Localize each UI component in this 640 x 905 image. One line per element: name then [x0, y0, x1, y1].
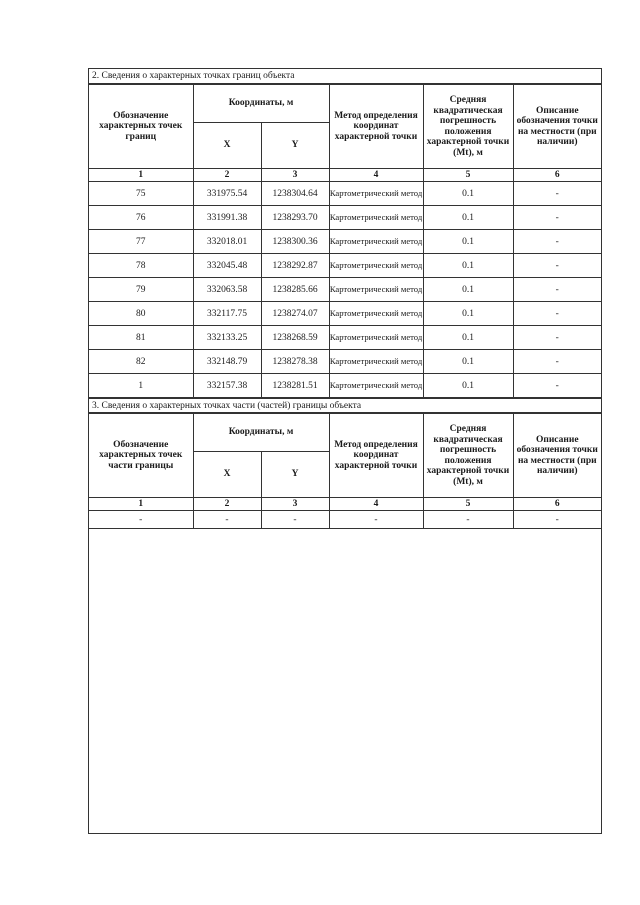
section-3-table: [89, 413, 601, 529]
error-cell: 0.1: [423, 302, 513, 326]
error-cell: 0.1: [423, 182, 513, 206]
point-cell: 76: [89, 206, 193, 230]
table-row: [89, 374, 601, 398]
x-cell: 332018.01: [193, 230, 261, 254]
header-row: [89, 414, 601, 452]
x-cell: 332157.38: [193, 374, 261, 398]
point-cell: 78: [89, 254, 193, 278]
desc-cell: -: [513, 511, 601, 529]
y-cell: 1238281.51: [261, 374, 329, 398]
method-cell: Картометрический метод: [329, 182, 423, 206]
error-header: Средняя квадратическая погрешность положения характерной точки (Mt), м: [423, 85, 513, 169]
method-cell: Картометрический метод: [329, 374, 423, 398]
table-row: [89, 182, 601, 206]
desc-cell: -: [513, 374, 601, 398]
table-row: [89, 326, 601, 350]
x-header: X: [193, 123, 261, 169]
y-cell: 1238300.36: [261, 230, 329, 254]
x-cell: 331975.54: [193, 182, 261, 206]
method-cell: Картометрический метод: [329, 206, 423, 230]
desc-cell: -: [513, 230, 601, 254]
error-cell: 0.1: [423, 206, 513, 230]
point-cell: 77: [89, 230, 193, 254]
coords-header: Координаты, м: [193, 414, 329, 452]
desc-cell: -: [513, 278, 601, 302]
error-cell: 0.1: [423, 230, 513, 254]
column-number: 5: [423, 498, 513, 511]
desc-cell: -: [513, 302, 601, 326]
y-header: Y: [261, 452, 329, 498]
column-number: 1: [89, 498, 193, 511]
designation-header: Обозначение характерных точек границ: [89, 85, 193, 169]
description-header: Описание обозначения точки на местности (при наличии): [513, 85, 601, 169]
x-cell: 332117.75: [193, 302, 261, 326]
y-cell: 1238274.07: [261, 302, 329, 326]
point-cell: 82: [89, 350, 193, 374]
y-cell: -: [261, 511, 329, 529]
error-cell: 0.1: [423, 350, 513, 374]
y-cell: 1238292.87: [261, 254, 329, 278]
section-2-table: [89, 84, 601, 398]
point-cell: 79: [89, 278, 193, 302]
x-cell: 332133.25: [193, 326, 261, 350]
method-cell: Картометрический метод: [329, 350, 423, 374]
x-cell: 332063.58: [193, 278, 261, 302]
y-header: Y: [261, 123, 329, 169]
table-row: [89, 278, 601, 302]
method-cell: -: [329, 511, 423, 529]
error-cell: 0.1: [423, 254, 513, 278]
column-number: 6: [513, 169, 601, 182]
point-cell: 1: [89, 374, 193, 398]
column-number-row: [89, 169, 601, 182]
column-number: 4: [329, 498, 423, 511]
y-cell: 1238285.66: [261, 278, 329, 302]
error-cell: 0.1: [423, 374, 513, 398]
method-header: Метод определения координат характерной точки: [329, 414, 423, 498]
column-number: 5: [423, 169, 513, 182]
desc-cell: -: [513, 254, 601, 278]
column-number: 2: [193, 169, 261, 182]
section-2-title: 2. Сведения о характерных точках границ объекта: [89, 69, 601, 84]
column-number: 1: [89, 169, 193, 182]
y-cell: 1238304.64: [261, 182, 329, 206]
column-number: 2: [193, 498, 261, 511]
section-3-title: 3. Сведения о характерных точках части (частей) границы объекта: [89, 398, 601, 413]
designation-header: Обозначение характерных точек части границы: [89, 414, 193, 498]
point-cell: 75: [89, 182, 193, 206]
header-row: [89, 85, 601, 123]
desc-cell: -: [513, 206, 601, 230]
y-cell: 1238278.38: [261, 350, 329, 374]
table-row: [89, 254, 601, 278]
column-number: 6: [513, 498, 601, 511]
column-number: 3: [261, 498, 329, 511]
error-cell: 0.1: [423, 278, 513, 302]
desc-cell: -: [513, 182, 601, 206]
x-cell: 332148.79: [193, 350, 261, 374]
table-row: [89, 230, 601, 254]
method-cell: Картометрический метод: [329, 302, 423, 326]
error-header: Средняя квадратическая погрешность положения характерной точки (Mt), м: [423, 414, 513, 498]
table-row: [89, 511, 601, 529]
point-cell: 81: [89, 326, 193, 350]
column-number: 4: [329, 169, 423, 182]
method-cell: Картометрический метод: [329, 278, 423, 302]
description-header: Описание обозначения точки на местности (при наличии): [513, 414, 601, 498]
table-row: [89, 206, 601, 230]
x-cell: -: [193, 511, 261, 529]
column-number: 3: [261, 169, 329, 182]
table-row: [89, 302, 601, 326]
x-header: X: [193, 452, 261, 498]
method-cell: Картометрический метод: [329, 326, 423, 350]
error-cell: 0.1: [423, 326, 513, 350]
y-cell: 1238293.70: [261, 206, 329, 230]
method-header: Метод определения координат характерной точки: [329, 85, 423, 169]
point-cell: -: [89, 511, 193, 529]
desc-cell: -: [513, 326, 601, 350]
point-cell: 80: [89, 302, 193, 326]
error-cell: -: [423, 511, 513, 529]
table-row: [89, 350, 601, 374]
column-number-row: [89, 498, 601, 511]
desc-cell: -: [513, 350, 601, 374]
y-cell: 1238268.59: [261, 326, 329, 350]
x-cell: 331991.38: [193, 206, 261, 230]
coords-header: Координаты, м: [193, 85, 329, 123]
x-cell: 332045.48: [193, 254, 261, 278]
method-cell: Картометрический метод: [329, 230, 423, 254]
method-cell: Картометрический метод: [329, 254, 423, 278]
document-sheet: [88, 68, 602, 834]
